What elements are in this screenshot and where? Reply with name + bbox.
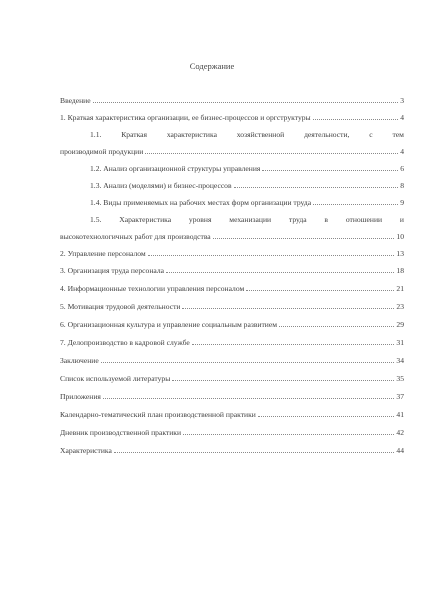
- toc-entry-label: Заключение: [60, 356, 99, 365]
- toc-leader-dots: [192, 344, 395, 345]
- toc-entry: [90, 198, 404, 207]
- toc-entry-label: 1.1. Краткая характеристика хозяйственной деятельности, с тем: [90, 130, 404, 139]
- toc-leader-dots: [246, 290, 394, 291]
- toc-entry-label: 1.4. Виды применяемых на рабочих местах форм организации труда: [90, 198, 312, 207]
- toc-entry-label: 2. Управление персоналом: [60, 249, 146, 258]
- toc-entry: [60, 96, 404, 105]
- toc-entry: [60, 446, 404, 455]
- toc-leader-dots: [258, 416, 395, 417]
- toc-entry-page: 18: [396, 266, 404, 275]
- toc-entry-label: Дневник производственной практики: [60, 428, 182, 437]
- toc-entry: [60, 428, 404, 437]
- toc-entry: [90, 130, 404, 139]
- toc-entry-label: Календарно-тематический план производственной практики: [60, 410, 256, 419]
- toc-entry-label: Список используемой литературы: [60, 374, 171, 383]
- toc-entry-label: производимой продукции: [60, 147, 144, 156]
- toc-entry: [60, 232, 404, 241]
- toc-entry-page: 29: [396, 320, 404, 329]
- toc-entry: [60, 410, 404, 419]
- toc-entry-page: 41: [396, 410, 404, 419]
- toc-entry-page: 9: [400, 198, 404, 207]
- toc-entry-page: 23: [396, 302, 404, 311]
- toc-leader-dots: [313, 119, 399, 120]
- toc-entry-page: 13: [396, 249, 404, 258]
- toc-title: Содержание: [189, 61, 235, 71]
- toc-entry-page: 10: [396, 232, 404, 241]
- toc-entry-page: 42: [396, 428, 404, 437]
- toc-entry-page: 37: [396, 392, 404, 401]
- toc-entry-label: высокотехнологичных работ для производства: [60, 232, 211, 241]
- toc-entry-label: Приложения: [60, 392, 101, 401]
- toc-entry-label: 1. Краткая характеристика организации, ее бизнес-процессов и оргструктуры: [60, 113, 311, 122]
- toc-leader-dots: [166, 272, 394, 273]
- toc-leader-dots: [93, 102, 399, 103]
- toc-leader-dots: [262, 170, 398, 171]
- toc-entry-page: 35: [396, 374, 404, 383]
- toc-entry-page: 34: [396, 356, 404, 365]
- toc-leader-dots: [172, 380, 394, 381]
- toc-entry-label: 6. Организационная культура и управление социальным развитием: [60, 320, 278, 329]
- toc-entry: [90, 215, 404, 224]
- toc-entry-page: 44: [396, 446, 404, 455]
- toc-entry: [60, 266, 404, 275]
- toc-entry: [60, 338, 404, 347]
- toc-entry-page: 21: [396, 284, 404, 293]
- toc-leader-dots: [182, 308, 394, 309]
- toc-leader-dots: [183, 434, 394, 435]
- toc-leader-dots: [145, 153, 398, 154]
- toc-entry-page: 6: [400, 164, 404, 173]
- toc-leader-dots: [148, 255, 395, 256]
- toc-entry: [60, 302, 404, 311]
- toc-entry-page: 4: [400, 113, 404, 122]
- toc-entry: [60, 113, 404, 122]
- toc-entry-page: 8: [400, 181, 404, 190]
- toc-entry-label: Введение: [60, 96, 91, 105]
- toc-leader-dots: [279, 326, 394, 327]
- toc-entry: [60, 320, 404, 329]
- toc-entry: [60, 147, 404, 156]
- toc-entry: [60, 392, 404, 401]
- toc-entry: [60, 356, 404, 365]
- toc-entry: [90, 181, 404, 190]
- toc-leader-dots: [114, 452, 395, 453]
- toc-entry-page: 3: [400, 96, 404, 105]
- toc-leader-dots: [313, 204, 398, 205]
- toc-entry-page: 4: [400, 147, 404, 156]
- toc-entry: [90, 164, 404, 173]
- toc-entry-label: 7. Делопроизводство в кадровой службе: [60, 338, 190, 347]
- toc-leader-dots: [234, 187, 399, 188]
- toc-entry-label: 1.3. Анализ (моделями) и бизнес-процессов: [90, 181, 232, 190]
- toc-entry-label: 5. Мотивация трудовой деятельности: [60, 302, 181, 311]
- toc-entry-label: 1.5. Характеристика уровня механизации труда в отношении и: [90, 215, 404, 224]
- toc-entry-label: 1.2. Анализ организационной структуры управления: [90, 164, 261, 173]
- toc-entry-page: 31: [396, 338, 404, 347]
- toc-entry: [60, 284, 404, 293]
- toc-entry-label: 3. Организация труда персонала: [60, 266, 164, 275]
- toc-leader-dots: [101, 362, 395, 363]
- toc-leader-dots: [213, 238, 395, 239]
- toc-entry-label: 4. Информационные технологии управления персоналом: [60, 284, 245, 293]
- toc-entry: [60, 374, 404, 383]
- toc-leader-dots: [103, 398, 395, 399]
- toc-entry-label: Характеристика: [60, 446, 112, 455]
- toc-entry: [60, 249, 404, 258]
